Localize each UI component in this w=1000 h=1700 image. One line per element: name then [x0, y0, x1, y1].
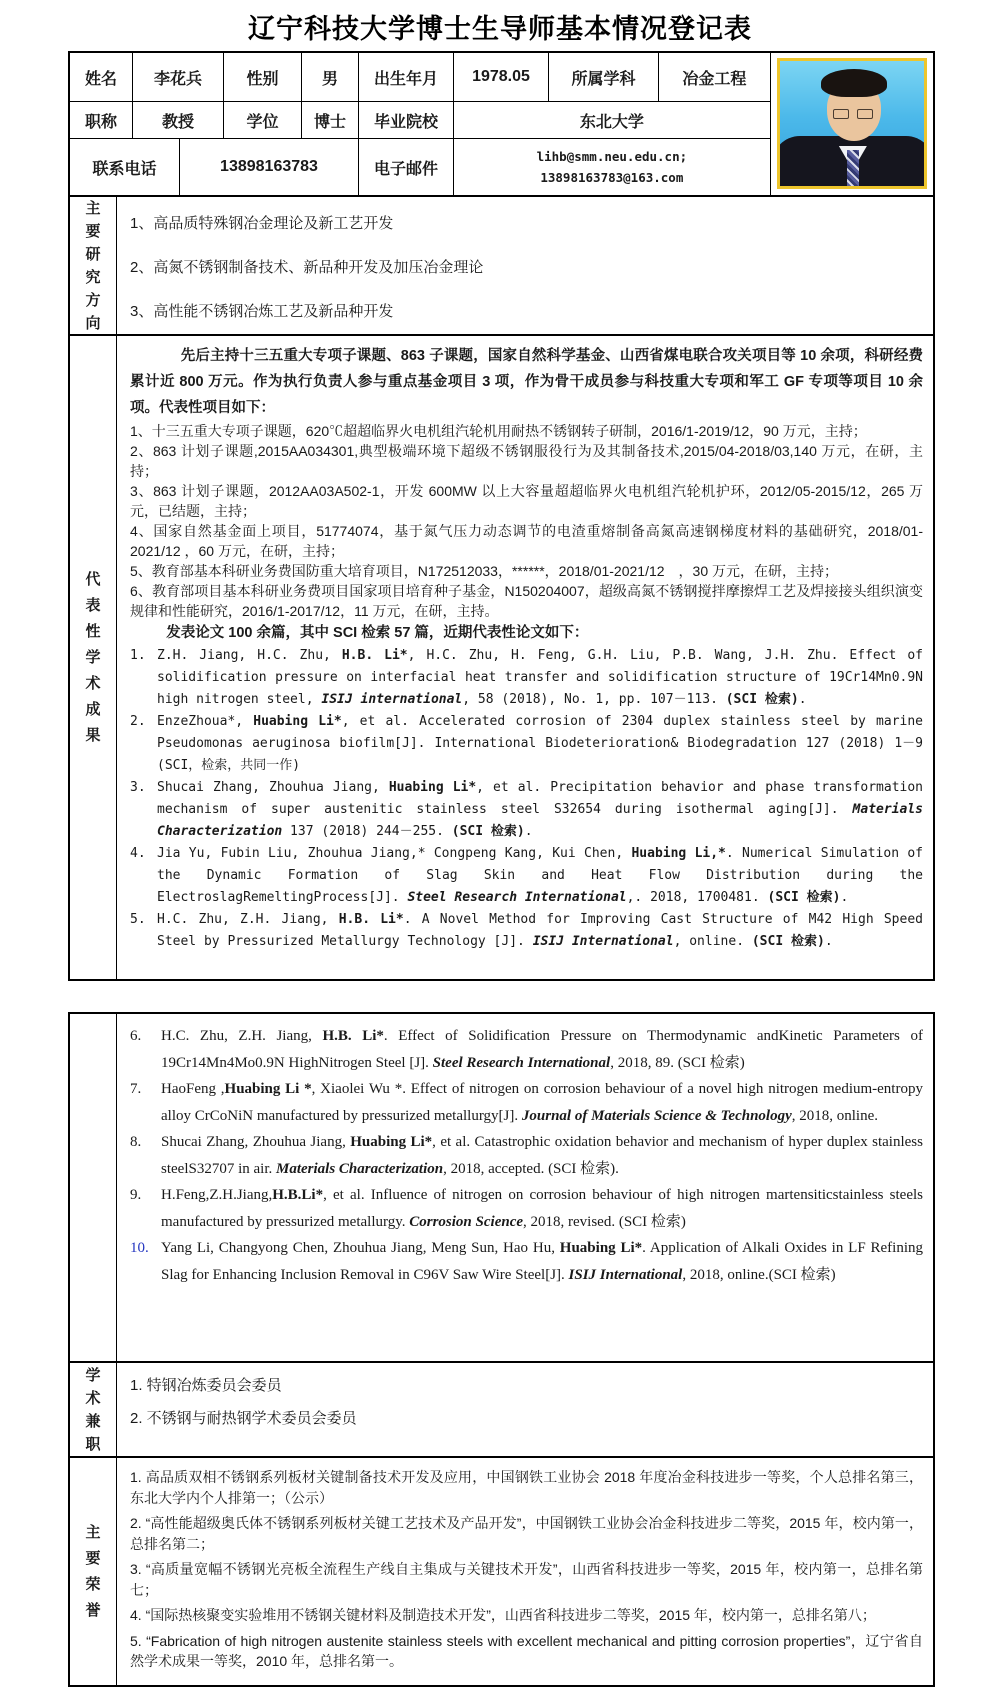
research-directions-content	[117, 197, 933, 334]
paper-item	[130, 843, 923, 909]
gender-label: 性别	[224, 53, 302, 102]
birth-label: 出生年月	[359, 53, 454, 102]
honor-item: 5. “Fabrication of high nitrogen austenite stainless steels with excellent mechanical and pitting corrosion properties”，辽宁省自然学术成果一等奖，2010 年，总排名第一。	[130, 1632, 923, 1669]
paper-item	[130, 1235, 923, 1288]
phone-value: 13898163783	[180, 139, 359, 195]
paper-number: 1.	[130, 648, 146, 663]
academic-positions-label-cell	[70, 1363, 117, 1456]
honors-content	[117, 1458, 933, 1685]
research-direction-item: 1、高品质特殊钢冶金理论及新工艺开发	[130, 215, 394, 232]
photo-cell	[770, 53, 933, 195]
research-directions-label: 主要研究方向	[85, 199, 101, 332]
position-item: 1. 特钢冶炼委员会委员	[130, 1377, 282, 1394]
discipline-value: 冶金工程	[659, 53, 770, 102]
honor-item: 1. 高品质双相不锈钢系列板材关键制备技术开发及应用，中国钢铁工业协会 2018 年度冶金科技进步一等奖，个人总排名第三，东北大学内个人排第一；（公示）	[130, 1469, 923, 1506]
degree-value: 博士	[302, 102, 359, 139]
achievements-label: 代表性学术成果	[85, 570, 101, 744]
paper-number: 2.	[130, 714, 146, 729]
paper-item	[130, 1129, 923, 1182]
achievements-label-cell	[70, 336, 117, 979]
projects-list	[130, 421, 923, 621]
achievements-intro: 先后主持十三五重大专项子课题、863 子课题，国家自然科学基金、山西省煤电联合攻关项目等 10 余项，科研经费累计近 800 万元。作为执行负责人参与重点基金项目 3 项，作为骨干成员参与科技重大专项和军工 GF 专项等项目 10 余项。代表性项目如下：	[130, 348, 923, 416]
position-item: 2. 不锈钢与耐热钢学术委员会委员	[130, 1410, 357, 1427]
paper-number: 5.	[130, 912, 146, 927]
email-line-1: lihb@smm.neu.edu.cn;	[536, 148, 688, 164]
email-value	[454, 139, 770, 195]
paper-number: 4.	[130, 846, 146, 861]
paper-item	[130, 1023, 923, 1076]
honors-section	[70, 1456, 933, 1685]
paper-citation: H.C. Zhu, Z.H. Jiang, H.B. Li*. A Novel Method for Improving Cast Structure of M42 High Speed Steel by Pressurized Metallurgy Technology [J]. ISIJ International, online. (SCI 检索).	[157, 912, 923, 949]
email-line-2: 13898163783@163.com	[540, 170, 684, 185]
gender-value: 男	[302, 53, 359, 102]
papers-intro: 发表论文 100 余篇，其中 SCI 检索 57 篇，近期代表性论文如下：	[166, 625, 589, 641]
paper-item	[130, 711, 923, 777]
paper-item	[130, 909, 923, 953]
project-item: 2、863 计划子课题,2015AA034301,典型极端环境下超级不锈钢服役行为及其制备技术,2015/04-2018/03,140 万元，在研，主持；	[130, 443, 923, 479]
email-label: 电子邮件	[359, 139, 454, 195]
honor-item: 4. “国际热核聚变实验堆用不锈钢关键材料及制造技术开发”，山西省科技进步二等奖，2015 年，校内第一，总排名第八；	[130, 1607, 876, 1623]
header-grid	[70, 53, 933, 195]
discipline-label: 所属学科	[549, 53, 659, 102]
project-item: 1、十三五重大专项子课题，620℃超超临界火电机组汽轮机用耐热不锈钢转子研制，2016/1-2019/12，90 万元，主持；	[130, 423, 867, 439]
paper-citation: H.Feng,Z.H.Jiang,H.B.Li*, et al. Influence of nitrogen on corrosion behaviour of high nitrogen martensiticstainless steels manufactured by pressurized metallurgy. Corrosion Science, 2018, revised. (SCI 检索)	[161, 1187, 923, 1230]
prof-title-value: 教授	[133, 102, 224, 139]
research-directions-section	[70, 195, 933, 334]
paper-citation: Shucai Zhang, Zhouhua Jiang, Huabing Li*, et al. Precipitation behavior and phase transformation mechanism of super austenitic stainless steel S32654 during isothermal aging[J]. Materials Characterization 137 (2018) 244－255. (SCI 检索).	[157, 780, 923, 839]
academic-positions-section	[70, 1361, 933, 1456]
page-title: 辽宁科技大学博士生导师基本情况登记表	[248, 14, 752, 44]
portrait-tie	[847, 150, 859, 186]
paper-item	[130, 777, 923, 843]
portrait-hair	[821, 69, 887, 97]
birth-value: 1978.05	[454, 53, 549, 102]
name-label: 姓名	[70, 53, 133, 102]
portrait-glasses-left	[833, 109, 849, 119]
prof-title-label: 职称	[70, 102, 133, 139]
portrait-glasses-right	[857, 109, 873, 119]
papers-list-page2	[117, 1014, 933, 1361]
name-value: 李花兵	[133, 53, 224, 102]
research-direction-item: 2、高氮不锈钢制备技术、新品种开发及加压冶金理论	[130, 259, 484, 276]
paper-item	[130, 1182, 923, 1235]
honor-item: 3. “高质量宽幅不锈钢光亮板全流程生产线自主集成与关键技术开发”，山西省科技进步一等奖，2015 年，校内第一，总排名第七；	[130, 1561, 923, 1598]
project-item: 3、863 计划子课题，2012AA03A502-1，开发 600MW 以上大容量超超临界火电机组汽轮机护环，2012/05-2015/12，265 万元，已结题，主持；	[130, 483, 923, 519]
honor-item: 2. “高性能超级奥氏体不锈钢系列板材关键工艺技术及产品开发”，中国钢铁工业协会冶金科技进步二等奖，2015 年，校内第一，总排名第二；	[130, 1515, 923, 1552]
paper-number: 7.	[130, 1081, 142, 1097]
paper-item	[130, 1076, 923, 1129]
academic-positions-label: 学术兼职	[85, 1366, 101, 1453]
basic-info-table	[68, 51, 935, 981]
research-direction-item: 3、高性能不锈钢冶炼工艺及新品种开发	[130, 303, 394, 320]
paper-number: 3.	[130, 780, 146, 795]
papers-continuation-section	[70, 1014, 933, 1361]
research-directions-label-cell	[70, 197, 117, 334]
paper-citation: Yang Li, Changyong Chen, Zhouhua Jiang, Meng Sun, Hao Hu, Huabing Li*. Application of Alkali Oxides in LF Refining Slag for Enhancing Inclusion Removal in C96V Saw Wire Steel[J]. ISIJ International, 2018, online.(SCI 检索)	[161, 1240, 923, 1283]
paper-citation: Jia Yu, Fubin Liu, Zhouhua Jiang,* Congpeng Kang, Kui Chen, Huabing Li,*. Numerical Simulation of the Dynamic Formation of Slag Skin and Heat Flow Distribution during the ElectroslagRemeltingProcess[J]. Steel Research International,. 2018, 1700481. (SCI 检索).	[157, 846, 923, 905]
portrait-photo	[777, 58, 927, 189]
paper-citation: Shucai Zhang, Zhouhua Jiang, Huabing Li*, et al. Catastrophic oxidation behavior and mechanism of hyper duplex stainless steelS32707 in air. Materials Characterization, 2018, accepted. (SCI 检索).	[161, 1134, 923, 1177]
honors-label-cell	[70, 1458, 117, 1685]
paper-number: 9.	[130, 1187, 142, 1203]
papers-list-page1	[130, 645, 923, 953]
degree-label: 学位	[224, 102, 302, 139]
empty-label-cell	[70, 1014, 117, 1361]
continuation-table	[68, 1012, 935, 1687]
paper-item	[130, 645, 923, 711]
paper-number: 10.	[130, 1240, 149, 1256]
phone-label: 联系电话	[70, 139, 180, 195]
academic-positions-content	[117, 1363, 933, 1456]
paper-citation: EnzeZhoua*, Huabing Li*, et al. Accelerated corrosion of 2304 duplex stainless steel by marine Pseudomonas aeruginosa biofilm[J]. International Biodeterioration& Biodegradation 127 (2018) 1－9 (SCI，检索，共同一作)	[157, 714, 924, 773]
paper-number: 8.	[130, 1134, 142, 1150]
achievements-content	[117, 336, 933, 979]
paper-citation: Z.H. Jiang, H.C. Zhu, H.B. Li*, H.C. Zhu, H. Feng, G.H. Liu, P.B. Wang, J.H. Zhu. Effect of solidification pressure on interfacial heat transfer and solidification structure of 19Cr14Mn0.9N high nitrogen steel, ISIJ international, 58 (2018), No. 1, pp. 107－113. (SCI 检索).	[157, 648, 923, 707]
achievements-section	[70, 334, 933, 979]
school-value: 东北大学	[454, 102, 770, 139]
school-label: 毕业院校	[359, 102, 454, 139]
paper-citation: H.C. Zhu, Z.H. Jiang, H.B. Li*. Effect of Solidification Pressure on Thermodynamic andKinetic Parameters of 19Cr14Mn4Mo0.9N HighNitrogen Steel [J]. Steel Research International, 2018, 89. (SCI 检索)	[161, 1028, 923, 1071]
paper-number: 6.	[130, 1028, 142, 1044]
honors-label: 主要荣誉	[85, 1523, 101, 1619]
project-item: 6、教育部项目基本科研业务费项目国家项目培育种子基金，N150204007，超级高氮不锈钢搅拌摩擦焊工艺及焊接接头组织演变规律和性能研究，2016/1-2017/12，11 万元，在研，主持。	[130, 583, 923, 619]
paper-citation: HaoFeng ,Huabing Li *, Xiaolei Wu *. Effect of nitrogen on corrosion behaviour of a novel high nitrogen medium-entropy alloy CrCoNiN manufactured by pressurized metallurgy[J]. Journal of Materials Science & Technology, 2018, online.	[161, 1081, 923, 1124]
project-item: 5、教育部基本科研业务费国防重大培育项目，N172512033，******，2018/01-2021/12 ，30 万元，在研，主持；	[130, 563, 838, 579]
project-item: 4、国家自然基金面上项目，51774074，基于氮气压力动态调节的电渣重熔制备高氮高速钢梯度材料的基础研究，2018/01-2021/12 ，60 万元，在研，主持；	[130, 523, 923, 559]
